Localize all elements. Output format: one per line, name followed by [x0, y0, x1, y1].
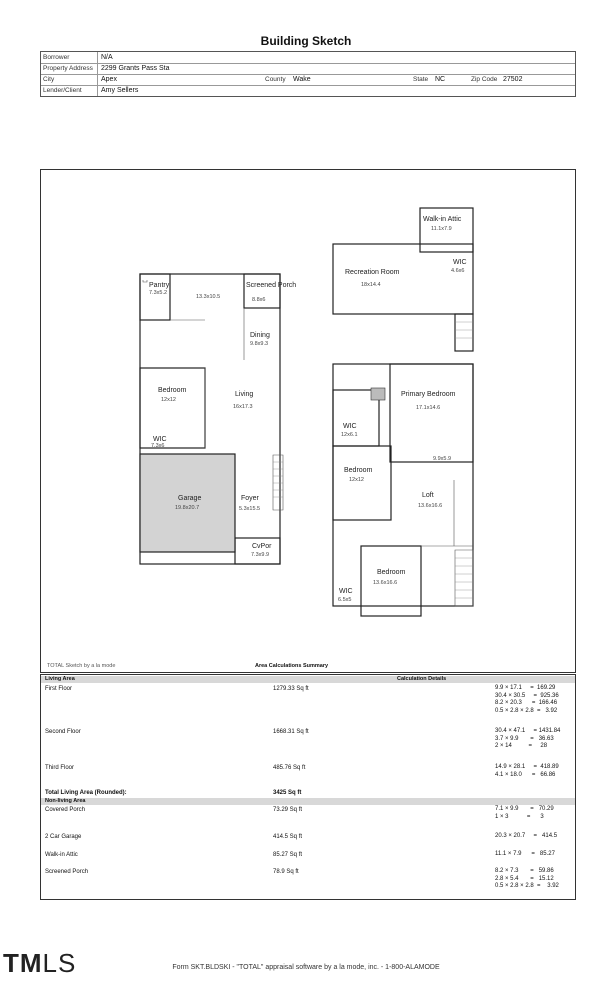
screened-porch-dim: 8.8x6 — [252, 297, 266, 303]
pantry-label: Pantry — [149, 282, 170, 289]
dining-label: Dining — [250, 332, 270, 339]
area-summary-title: Area Calculations Summary — [255, 663, 329, 669]
walk-in-attic-dim: 11.1x7.9 — [431, 226, 452, 232]
bedroom2-outline — [333, 446, 391, 520]
total-living-value: 3425 Sq ft — [273, 790, 302, 796]
covered-porch-dim: 7.3x9.9 — [251, 552, 270, 558]
foyer-dim: 5.3x15.5 — [239, 506, 261, 512]
state-label: State — [413, 76, 429, 83]
bedroom2-dim: 12x12 — [349, 477, 364, 483]
pantry-outline — [140, 274, 170, 320]
floor-plan-sketch — [40, 169, 576, 673]
form-footer: Form SKT.BLDSKI - "TOTAL" appraisal software by a la mode, inc. - 1-800-ALAMODE — [172, 964, 440, 971]
logo-light: LS — [42, 948, 77, 978]
wic2-label: WIC — [343, 423, 357, 430]
third-floor-label: Third Floor — [45, 765, 75, 771]
stair-outline-3 — [455, 314, 473, 351]
screened-porch-area: 78.9 Sq ft — [273, 869, 299, 875]
attic-details: 11.1 × 7.9 = 85.27 — [495, 851, 555, 857]
borrower-value: N/A — [101, 54, 113, 61]
attic-wic-label: WIC — [453, 259, 467, 266]
second-floor-label: Second Floor — [45, 729, 81, 735]
wic1-dim: 7.3x6 — [151, 443, 165, 449]
primary-bedroom-label: Primary Bedroom — [401, 391, 456, 398]
zip-value: 27502 — [503, 76, 523, 83]
primary-bedroom-outline — [390, 364, 473, 462]
city-label: City — [43, 76, 55, 83]
county-value: Wake — [293, 76, 311, 83]
recreation-room-label: Recreation Room — [345, 269, 400, 276]
county-label: County — [265, 76, 286, 83]
first-floor-label: First Floor — [45, 686, 72, 692]
calc-details-header: Calculation Details — [397, 676, 447, 682]
living-label: Living — [235, 391, 254, 398]
area-calculations — [40, 674, 576, 900]
address-value: 2299 Grants Pass Sta — [101, 65, 170, 72]
zip-label: Zip Code — [471, 76, 498, 83]
third-floor-area: 485.76 Sq ft — [273, 765, 306, 771]
covered-porch-label: CvPor — [252, 543, 272, 550]
total-living-label: Total Living Area (Rounded): — [45, 790, 127, 796]
attic-area: 85.27 Sq ft — [273, 852, 303, 858]
bedroom1-dim: 12x12 — [161, 397, 176, 403]
loft-dim: 13.6x16.6 — [418, 503, 443, 509]
covered-porch-area: 73.29 Sq ft — [273, 807, 303, 813]
covered-porch-outline — [235, 538, 280, 564]
covered-porch-details: 7.1 × 9.9 = 70.29 1 × 3 = 3 — [495, 806, 554, 820]
non-living-header: Non-living Area — [45, 798, 86, 804]
bath-dim: 9.9x5.9 — [433, 456, 452, 462]
garage-dim: 19.8x20.7 — [175, 505, 200, 511]
recreation-room-dim: 18x14.4 — [361, 282, 381, 288]
lender-label: Lender/Client — [43, 87, 82, 94]
state-value: NC — [435, 76, 446, 83]
garage-area: 414.5 Sq ft — [273, 834, 303, 840]
wic2-dim: 12x6.1 — [341, 432, 358, 438]
screened-porch-area-label: Screened Porch — [45, 869, 89, 875]
attic-area-label: Walk-in Attic — [45, 852, 78, 858]
living-dim: 16x17.3 — [233, 404, 253, 410]
logo-bold: TM — [3, 948, 43, 978]
loft-label: Loft — [422, 492, 434, 499]
garage-label: Garage — [178, 495, 202, 502]
wic3-label: WIC — [339, 588, 353, 595]
pantry-dim: 7.3x5.2 — [149, 290, 168, 296]
screened-porch-details: 8.2 × 7.3 = 59.86 2.8 × 5.4 = 15.12 0.5 × 2.8 × 2.8 = 3.92 — [495, 868, 559, 889]
borrower-label: Borrower — [43, 54, 70, 61]
kitchen-dim: 13.3x10.5 — [196, 294, 221, 300]
foyer-label: Foyer — [241, 495, 259, 502]
sketch-software-note: TOTAL Sketch by a la mode — [47, 663, 116, 669]
bedroom3-dim: 13.6x16.6 — [373, 580, 398, 586]
first-floor-area: 1279.33 Sq ft — [273, 686, 309, 692]
garage-details: 20.3 × 20.7 = 414.5 — [495, 833, 558, 839]
wic3-dim: 6.5x5 — [338, 597, 352, 603]
stair-2 — [455, 550, 473, 606]
bedroom2-label: Bedroom — [344, 467, 373, 474]
floor-plan-drawing — [41, 170, 575, 660]
walk-in-attic-label: Walk-in Attic — [423, 216, 462, 223]
subject-header — [40, 51, 576, 97]
address-label: Property Address — [43, 65, 93, 72]
first-floor-details: 9.9 × 17.1 = 169.29 30.4 × 30.5 = 925.36 8.2 × 20.3 = 166.46 0.5 × 2.8 × 2.8 = 3.92 — [495, 685, 559, 714]
city-value: Apex — [101, 76, 117, 83]
bedroom3-label: Bedroom — [377, 569, 406, 576]
page-title: Building Sketch — [260, 34, 352, 48]
garage-outline — [140, 454, 235, 552]
bedroom1-label: Bedroom — [158, 387, 187, 394]
second-floor-area: 1668.31 Sq ft — [273, 729, 309, 735]
attic-wic-dim: 4.6x6 — [451, 268, 465, 274]
third-floor-details: 14.9 × 28.1 = 418.89 4.1 × 18.0 = 66.86 — [495, 764, 559, 778]
covered-porch-area-label: Covered Porch — [45, 807, 86, 813]
living-area-header: Living Area — [45, 676, 75, 682]
stair-1 — [273, 455, 283, 510]
garage-area-label: 2 Car Garage — [45, 834, 82, 840]
recreation-room-outline — [333, 244, 473, 314]
primary-bedroom-dim: 17.1x14.6 — [416, 405, 441, 411]
screened-porch-label: Screened Porch — [246, 282, 297, 289]
wic1-label: WIC — [153, 436, 167, 443]
dining-dim: 9.8x9.3 — [250, 341, 269, 347]
second-floor-details: 30.4 × 47.1 = 1431.84 3.7 × 9.9 = 36.63 2 × 14 = 28 — [495, 728, 561, 749]
bedroom1-outline — [140, 368, 205, 448]
lender-value: Amy Sellers — [101, 87, 139, 94]
